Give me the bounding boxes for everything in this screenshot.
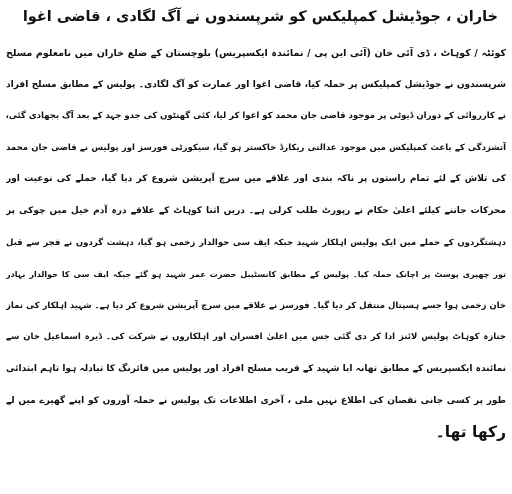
article-line: دہشتگردوں کے حملے میں ایک پولیس اہلکار شہید جبکہ ایف سی حوالدار زخمی ہو گیا، دہشت گردوں نے فجر سے قبل: [6, 237, 506, 248]
article-line: نے کارروائی کے دوران ڈیوٹی پر موجود قاضی جان محمد کو اغوا کر لیا، کئی گھنٹوں کی جدو جہد کے بعد آگ بجھادی گئی،: [6, 111, 506, 122]
article-line: جنازہ کوہاٹ پولیس لائنز ادا کر دی گئی جس میں اعلیٰ افسران اور اہلکاروں نے شرکت کی۔ ڈیرہ اسماعیل خان سے: [6, 332, 506, 343]
article-line: رکھا تھا۔: [435, 423, 506, 442]
article-line: کی تلاش کے لئے تمام راستوں پر ناکہ بندی اور علاقے میں سرچ آپریشن شروع کر دیا گیا، حملے کی نوعیت اور: [6, 174, 506, 185]
article-headline: خاران ، جوڈیشل کمپلیکس کو شرپسندوں نے آگ لگادی ، قاضی اغوا: [22, 9, 498, 25]
news-article: [6, 0, 506, 494]
article-line: خان زخمی ہوا جسے ہسپتال منتقل کر دیا گیا۔ فورسز نے علاقے میں سرچ آپریشن شروع کر دیا ہے۔ شہید اہلکار کی نماز: [6, 300, 506, 311]
article-line: نمائندہ ایکسپریس کے مطابق تھانہ ابا شہید کے قریب مسلح افراد اور پولیس میں فائرنگ کا تبادلہ ہوا تاہم ابتدائی: [6, 363, 506, 374]
article-body: [6, 38, 506, 449]
article-line: شرپسندوں نے جوڈیشل کمپلیکس پر حملہ کیا، قاضی اغوا اور عمارت کو آگ لگادی۔ پولیس کے مطابق مسلح افراد: [6, 79, 506, 90]
article-line: محرکات جاننے کیلئے اعلیٰ حکام نے رپورٹ طلب کرلی ہے۔ دریں اثنا کوہاٹ کے علاقے درہ آدم خیل میں چوکی پر: [6, 205, 506, 216]
article-line: طور پر کسی جانی نقصان کی اطلاع نہیں ملی ، آخری اطلاعات تک پولیس نے حملہ آوروں کو اپنے گھیرے میں لے: [6, 395, 506, 406]
article-line: آتشزدگی کے باعث کمپلیکس میں موجود عدالتی ریکارڈ خاکستر ہو گیا، سیکورٹی فورسز اور پولیس نے قاضی جان محمد: [6, 142, 506, 153]
article-line: تور چھپری پوسٹ پر اچانک حملہ کیا۔ پولیس کے مطابق کانسٹیبل حضرت عمر شہید ہو گئے جبکہ ایف سی کا حوالدار بہادر: [6, 270, 506, 280]
article-line: کوئٹہ / کوہاٹ ، ڈی آئی خان (آئی این پی / نمائندہ ایکسپریس) بلوچستان کے ضلع خاران میں نامعلوم مسلح: [6, 48, 506, 59]
